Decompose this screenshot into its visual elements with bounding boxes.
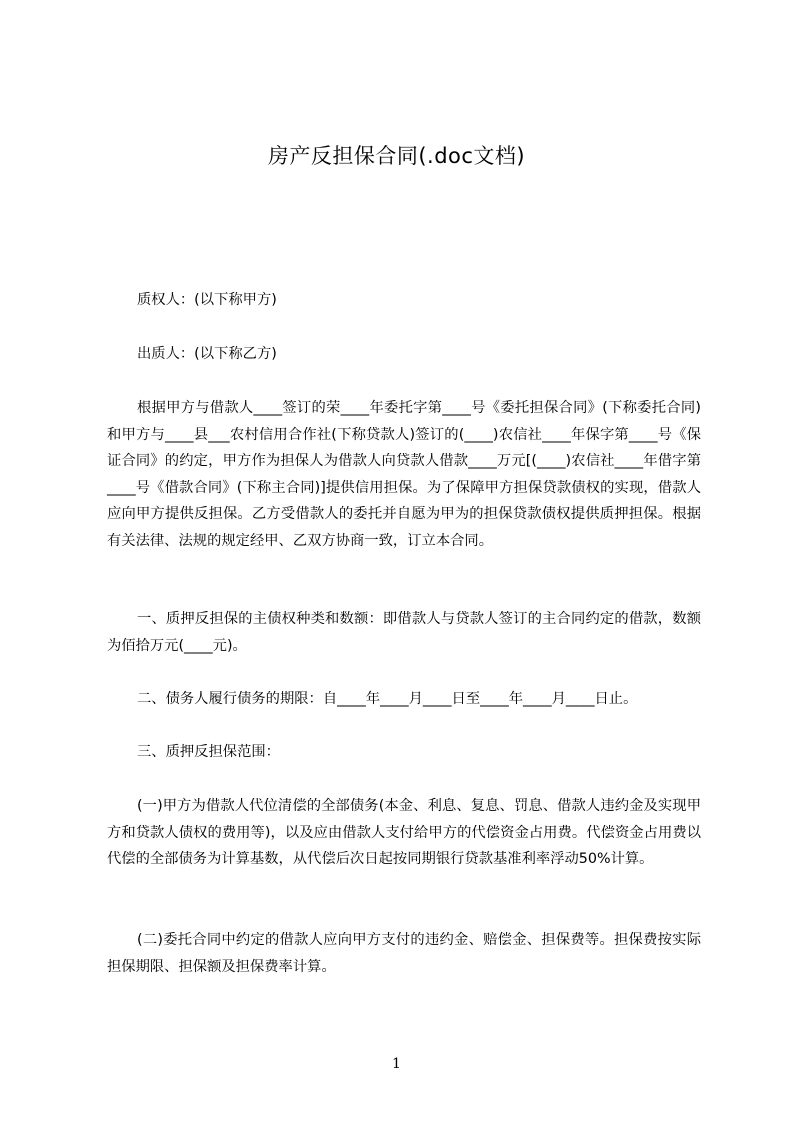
paragraph-preamble: 根据甲方与借款人____签订的荣____年委托字第____号《委托担保合同》(下称委托合同)和甲方与____县___农村信用合作社(下称贷款人)签订的(____)农信社____年保字第____号《保证合同》的约定，甲方作为担保人为借款人向贷款人借款____万元[(____)农信社____年借字第____号《借款合同》(下称主合同)]提供信用担保。为了保障甲方担保贷款债权的实现，借款人应向甲方提供反担保。乙方受借款人的委托并自愿为甲为的担保贷款债权提供质押担保。根据有关法律、法规的规定经甲、乙双方协商一致，订立本合同。 — [107, 400, 701, 549]
paragraph-clause-1: 一、质押反担保的主债权种类和数额：即借款人与贷款人签订的主合同约定的借款，数额为佰拾万元(____元)。 — [107, 611, 701, 654]
page-number: 1 — [392, 1056, 401, 1072]
paragraph-pledgee: 质权人：(以下称甲方) — [137, 292, 277, 308]
paragraph-clause-3-item-2: (二)委托合同中约定的借款人应向甲方支付的违约金、赔偿金、担保费等。担保费按实际担保期限、担保额及担保费率计算。 — [107, 932, 701, 975]
paragraph-clause-3-item-1: (一)甲方为借款人代位清偿的全部债务(本金、利息、复息、罚息、借款人违约金及实现甲方和贷款人债权的费用等)，以及应由借款人支付给甲方的代偿资金占用费。代偿资金占用费以代偿的全部债务为计算基数，从代偿后次日起按同期银行贷款基准利率浮动50%计算。 — [107, 798, 701, 867]
document-title: 房产反担保合同(.doc文档) — [267, 144, 526, 168]
paragraph-pledgor: 出质人：(以下称乙方) — [137, 346, 277, 362]
paragraph-clause-3: 三、质押反担保范围： — [137, 744, 280, 760]
paragraph-clause-2: 二、债务人履行债务的期限：自____年____月____日至____年____月____日止。 — [137, 691, 638, 707]
